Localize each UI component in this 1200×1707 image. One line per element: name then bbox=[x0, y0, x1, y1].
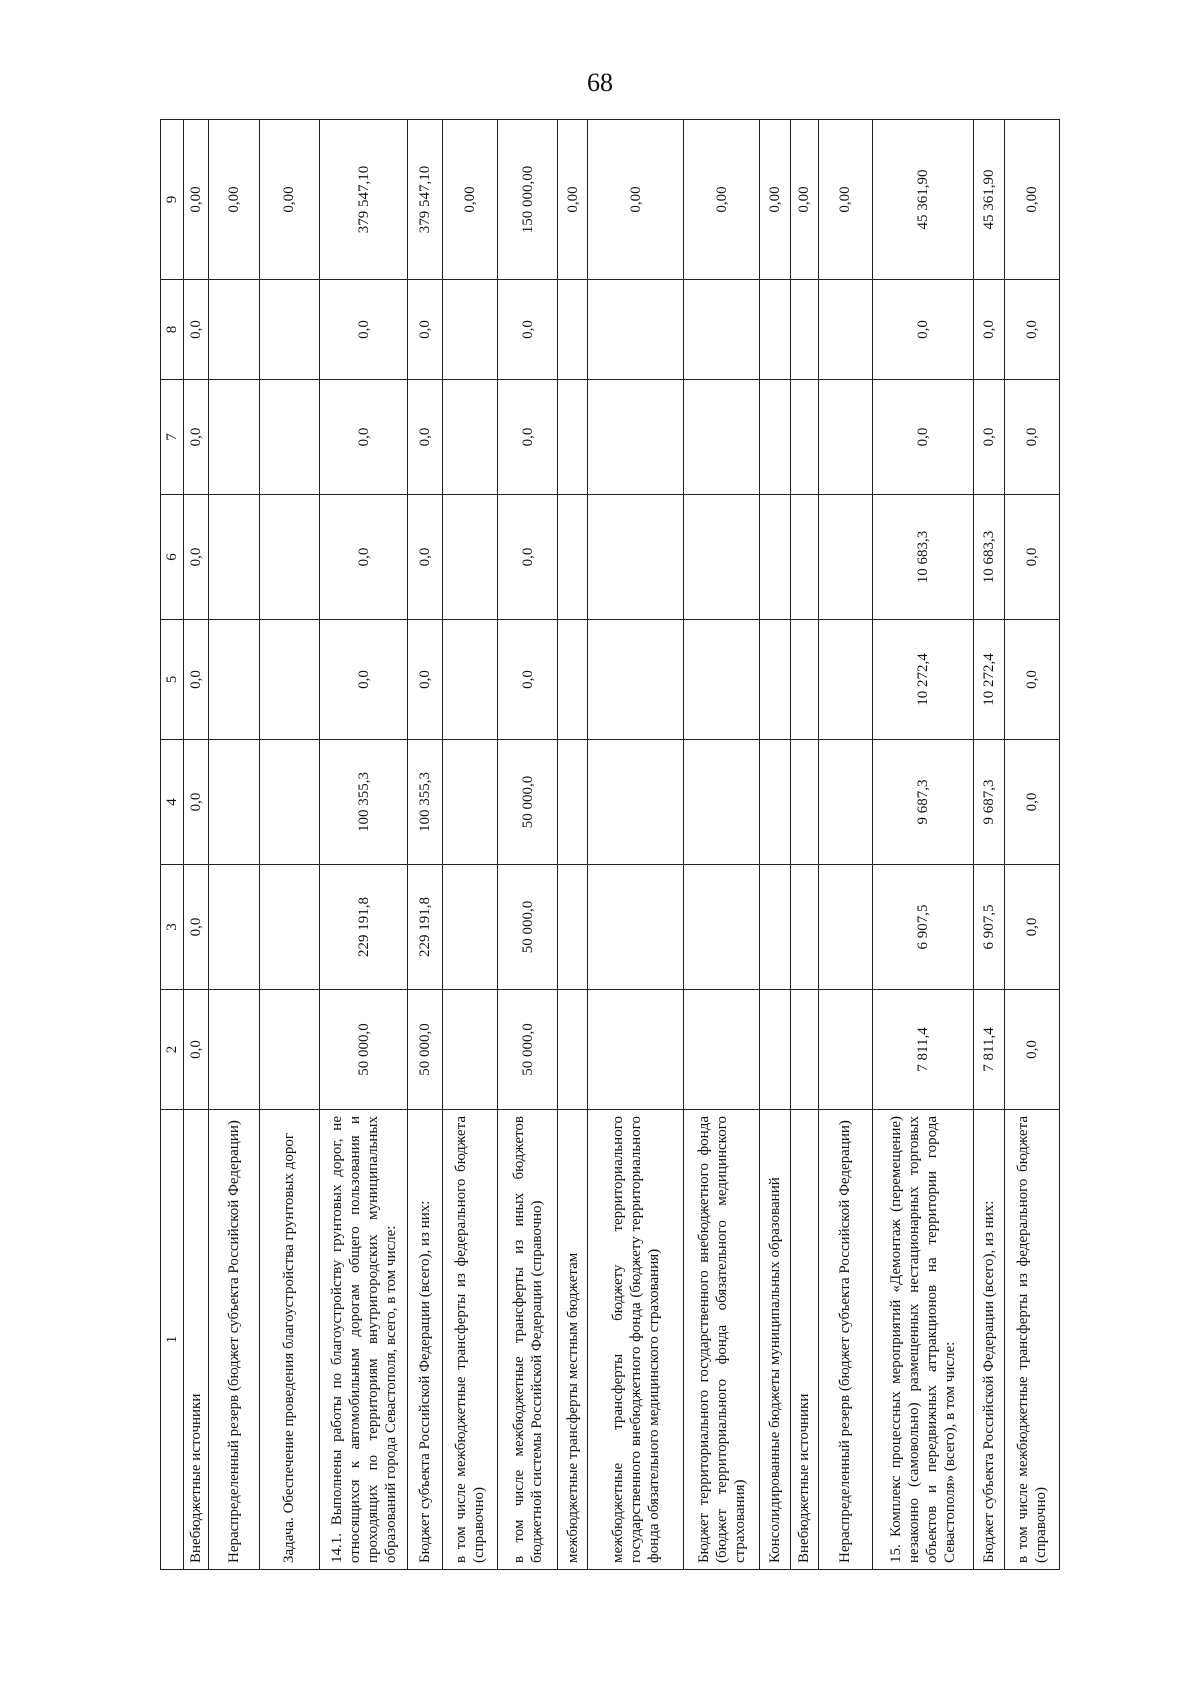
cell-value: 0,0 bbox=[408, 280, 443, 380]
cell-value: 229 191,8 bbox=[320, 865, 408, 990]
cell-value: 0,0 bbox=[1005, 495, 1060, 620]
cell-value: 0,0 bbox=[873, 280, 974, 380]
header-cell: 3 bbox=[161, 865, 184, 990]
table-row bbox=[1005, 120, 1060, 1570]
row-label: Внебюджетные источники bbox=[184, 1110, 209, 1570]
cell-value bbox=[443, 990, 498, 1110]
cell-value: 0,0 bbox=[497, 280, 558, 380]
cell-value: 0,0 bbox=[184, 865, 209, 990]
table-row bbox=[684, 120, 760, 1570]
row-label: Бюджет субъекта Российской Федерации (всего), из них: bbox=[973, 1110, 1004, 1570]
cell-value: 10 683,3 bbox=[973, 495, 1004, 620]
cell-value bbox=[443, 380, 498, 495]
table-row bbox=[497, 120, 558, 1570]
cell-value bbox=[791, 620, 818, 740]
table-row bbox=[587, 120, 684, 1570]
cell-value bbox=[791, 990, 818, 1110]
cell-value: 9 687,3 bbox=[873, 740, 974, 865]
cell-value: 0,00 bbox=[759, 120, 790, 280]
cell-value bbox=[791, 380, 818, 495]
cell-value: 10 683,3 bbox=[873, 495, 974, 620]
cell-value bbox=[587, 865, 684, 990]
cell-value: 0,0 bbox=[320, 280, 408, 380]
cell-value: 0,0 bbox=[1005, 865, 1060, 990]
cell-value bbox=[209, 280, 259, 380]
table-row bbox=[408, 120, 443, 1570]
cell-value bbox=[587, 740, 684, 865]
cell-value bbox=[558, 990, 587, 1110]
cell-value bbox=[818, 865, 873, 990]
cell-value: 0,0 bbox=[184, 740, 209, 865]
table-row bbox=[209, 120, 259, 1570]
cell-value bbox=[759, 620, 790, 740]
cell-value bbox=[209, 865, 259, 990]
cell-value: 0,00 bbox=[1005, 120, 1060, 280]
cell-value: 0,00 bbox=[558, 120, 587, 280]
cell-value bbox=[259, 620, 320, 740]
cell-value bbox=[587, 280, 684, 380]
cell-value bbox=[684, 990, 760, 1110]
cell-value bbox=[759, 495, 790, 620]
cell-value bbox=[558, 280, 587, 380]
row-label: Внебюджетные источники bbox=[791, 1110, 818, 1570]
cell-value: 50 000,0 bbox=[497, 740, 558, 865]
row-label: Задача. Обеспечение проведения благоустройства грунтовых дорог bbox=[259, 1110, 320, 1570]
cell-value: 0,0 bbox=[320, 620, 408, 740]
row-label: Нераспределенный резерв (бюджет субъекта Российской Федерации) bbox=[818, 1110, 873, 1570]
cell-value bbox=[558, 380, 587, 495]
row-label: межбюджетные трансферты местным бюджетам bbox=[558, 1110, 587, 1570]
budget-table bbox=[160, 119, 1060, 1570]
cell-value: 45 361,90 bbox=[873, 120, 974, 280]
table-row bbox=[791, 120, 818, 1570]
cell-value bbox=[209, 380, 259, 495]
cell-value: 0,0 bbox=[1005, 990, 1060, 1110]
cell-value: 50 000,0 bbox=[497, 990, 558, 1110]
cell-value bbox=[259, 865, 320, 990]
cell-value: 7 811,4 bbox=[873, 990, 974, 1110]
cell-value: 6 907,5 bbox=[973, 865, 1004, 990]
cell-value bbox=[818, 495, 873, 620]
cell-value: 0,00 bbox=[684, 120, 760, 280]
header-cell: 8 bbox=[161, 280, 184, 380]
cell-value: 0,0 bbox=[497, 380, 558, 495]
row-label: Бюджет территориального государственного внебюджетного фонда (бюджет территориального фонда обязательного медицинского страхования) bbox=[684, 1110, 760, 1570]
cell-value bbox=[558, 865, 587, 990]
cell-value: 0,00 bbox=[587, 120, 684, 280]
table-row bbox=[759, 120, 790, 1570]
cell-value: 0,0 bbox=[1005, 380, 1060, 495]
cell-value bbox=[818, 990, 873, 1110]
row-label: 14.1. Выполнены работы по благоустройству грунтовых дорог, не относящихся к автомобильным дорогам общего пользования и проходящих по территориям внутригородских муниципальных образований города Севастополя, всего, в том числе: bbox=[320, 1110, 408, 1570]
cell-value bbox=[587, 380, 684, 495]
cell-value bbox=[818, 280, 873, 380]
cell-value bbox=[587, 495, 684, 620]
row-label: межбюджетные трансферты бюджету территориального государственного внебюджетного фонда (бюджету территориального фонда обязательного медицинского страхования) bbox=[587, 1110, 684, 1570]
row-label: Консолидированные бюджеты муниципальных образований bbox=[759, 1110, 790, 1570]
header-cell: 6 bbox=[161, 495, 184, 620]
table-row bbox=[320, 120, 408, 1570]
header-cell: 4 bbox=[161, 740, 184, 865]
cell-value: 0,0 bbox=[184, 380, 209, 495]
cell-value: 45 361,90 bbox=[973, 120, 1004, 280]
cell-value bbox=[791, 495, 818, 620]
cell-value bbox=[443, 280, 498, 380]
cell-value: 100 355,3 bbox=[408, 740, 443, 865]
cell-value bbox=[558, 620, 587, 740]
cell-value: 0,0 bbox=[497, 620, 558, 740]
header-row bbox=[161, 120, 184, 1570]
cell-value: 0,0 bbox=[320, 495, 408, 620]
cell-value bbox=[759, 380, 790, 495]
cell-value: 379 547,10 bbox=[320, 120, 408, 280]
cell-value bbox=[259, 495, 320, 620]
cell-value: 0,00 bbox=[259, 120, 320, 280]
header-cell: 1 bbox=[161, 1110, 184, 1570]
cell-value bbox=[684, 865, 760, 990]
cell-value bbox=[209, 740, 259, 865]
cell-value bbox=[259, 990, 320, 1110]
table-row bbox=[443, 120, 498, 1570]
cell-value: 0,00 bbox=[209, 120, 259, 280]
row-label: Нераспределенный резерв (бюджет субъекта Российской Федерации) bbox=[209, 1110, 259, 1570]
cell-value bbox=[759, 740, 790, 865]
cell-value bbox=[443, 495, 498, 620]
cell-value bbox=[209, 990, 259, 1110]
cell-value: 50 000,0 bbox=[497, 865, 558, 990]
cell-value: 9 687,3 bbox=[973, 740, 1004, 865]
page-number: 68 bbox=[587, 68, 613, 97]
cell-value: 229 191,8 bbox=[408, 865, 443, 990]
cell-value bbox=[818, 740, 873, 865]
cell-value bbox=[759, 865, 790, 990]
header-cell: 5 bbox=[161, 620, 184, 740]
cell-value bbox=[759, 990, 790, 1110]
cell-value bbox=[684, 380, 760, 495]
table-row bbox=[873, 120, 974, 1570]
table-row bbox=[973, 120, 1004, 1570]
cell-value bbox=[684, 620, 760, 740]
cell-value: 0,0 bbox=[184, 495, 209, 620]
cell-value: 100 355,3 bbox=[320, 740, 408, 865]
row-label: в том числе межбюджетные трансферты из федерального бюджета (справочно) bbox=[1005, 1110, 1060, 1570]
rotated-table-container bbox=[160, 120, 1060, 1570]
cell-value: 7 811,4 bbox=[973, 990, 1004, 1110]
cell-value: 0,00 bbox=[791, 120, 818, 280]
header-cell: 9 bbox=[161, 120, 184, 280]
cell-value bbox=[791, 865, 818, 990]
cell-value bbox=[684, 495, 760, 620]
table-row bbox=[259, 120, 320, 1570]
cell-value: 150 000,00 bbox=[497, 120, 558, 280]
cell-value: 0,0 bbox=[184, 990, 209, 1110]
cell-value: 50 000,0 bbox=[408, 990, 443, 1110]
table-row bbox=[558, 120, 587, 1570]
header-cell: 2 bbox=[161, 990, 184, 1110]
cell-value bbox=[443, 740, 498, 865]
cell-value bbox=[209, 495, 259, 620]
cell-value: 0,0 bbox=[320, 380, 408, 495]
cell-value bbox=[209, 620, 259, 740]
cell-value: 0,0 bbox=[1005, 620, 1060, 740]
cell-value: 0,00 bbox=[184, 120, 209, 280]
row-label: в том числе межбюджетные трансферты из федерального бюджета (справочно) bbox=[443, 1110, 498, 1570]
cell-value: 0,0 bbox=[973, 280, 1004, 380]
cell-value: 0,0 bbox=[408, 495, 443, 620]
cell-value bbox=[558, 740, 587, 865]
cell-value: 0,00 bbox=[443, 120, 498, 280]
cell-value: 50 000,0 bbox=[320, 990, 408, 1110]
table-row bbox=[818, 120, 873, 1570]
cell-value: 10 272,4 bbox=[873, 620, 974, 740]
header-cell: 7 bbox=[161, 380, 184, 495]
cell-value: 10 272,4 bbox=[973, 620, 1004, 740]
cell-value: 0,0 bbox=[184, 620, 209, 740]
cell-value: 0,00 bbox=[818, 120, 873, 280]
cell-value bbox=[684, 740, 760, 865]
cell-value: 0,0 bbox=[408, 380, 443, 495]
cell-value bbox=[684, 280, 760, 380]
cell-value bbox=[558, 495, 587, 620]
cell-value bbox=[259, 280, 320, 380]
cell-value bbox=[818, 620, 873, 740]
cell-value: 0,0 bbox=[873, 380, 974, 495]
row-label: 15. Комплекс процессных мероприятий «Демонтаж (перемещение) незаконно (самовольно) размещенных нестационарных торговых объектов и передвижных аттракционов на территории города Севастополя» (всего), в том числе: bbox=[873, 1110, 974, 1570]
table-row bbox=[184, 120, 209, 1570]
cell-value bbox=[791, 740, 818, 865]
cell-value: 0,0 bbox=[184, 280, 209, 380]
row-label: Бюджет субъекта Российской Федерации (всего), из них: bbox=[408, 1110, 443, 1570]
cell-value: 0,0 bbox=[1005, 740, 1060, 865]
cell-value bbox=[818, 380, 873, 495]
cell-value: 379 547,10 bbox=[408, 120, 443, 280]
cell-value bbox=[791, 280, 818, 380]
cell-value bbox=[443, 865, 498, 990]
cell-value: 0,0 bbox=[497, 495, 558, 620]
cell-value bbox=[587, 990, 684, 1110]
cell-value: 0,0 bbox=[408, 620, 443, 740]
cell-value bbox=[259, 380, 320, 495]
cell-value: 0,0 bbox=[973, 380, 1004, 495]
cell-value bbox=[259, 740, 320, 865]
cell-value bbox=[587, 620, 684, 740]
cell-value: 6 907,5 bbox=[873, 865, 974, 990]
cell-value bbox=[759, 280, 790, 380]
cell-value: 0,0 bbox=[1005, 280, 1060, 380]
cell-value bbox=[443, 620, 498, 740]
row-label: в том числе межбюджетные трансферты из иных бюджетов бюджетной системы Российской Федерации (справочно) bbox=[497, 1110, 558, 1570]
